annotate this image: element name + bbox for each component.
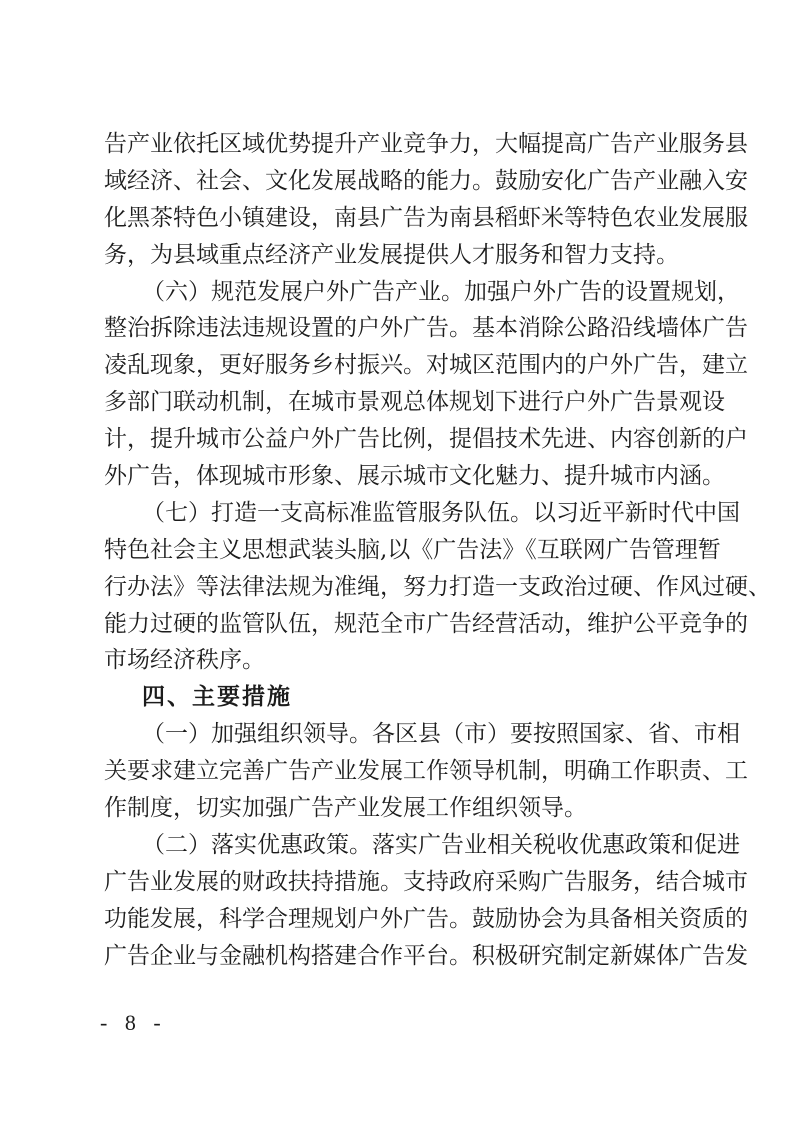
text-line: （二）落实优惠政策。落实广告业相关税收优惠政策和促进 — [142, 831, 740, 858]
text-line: 作制度，切实加强广告产业发展工作组织领导。 — [104, 795, 587, 822]
text-line: 行办法》等法律法规为准绳，努力打造一支政治过硬、作风过硬、 — [104, 573, 771, 600]
text-line: 告产业依托区域优势提升产业竞争力，大幅提高广告产业服务县 — [104, 131, 748, 157]
text-line: 广告业发展的财政扶持措施。支持政府采购广告服务，结合城市 — [104, 868, 748, 895]
page-number: - 8 - — [100, 1010, 167, 1035]
text-line: （一）加强组织领导。各区县（市）要按照国家、省、市相 — [142, 721, 740, 748]
section-heading: 四、主要措施 — [142, 684, 292, 711]
text-line: 务，为县域重点经济产业发展提供人才服务和智力支持。 — [104, 241, 679, 268]
text-line: 广告企业与金融机构搭建合作平台。积极研究制定新媒体广告发 — [104, 942, 748, 969]
text-line: 外广告，体现城市形象、展示城市文化魅力、提升城市内涵。 — [104, 463, 725, 490]
text-line: 特色社会主义思想武装头脑,以《广告法》《互联网广告管理暂 — [104, 536, 721, 563]
text-line: 市场经济秩序。 — [104, 647, 265, 674]
text-line: 化黑茶特色小镇建设，南县广告为南县稻虾米等特色农业发展服 — [104, 204, 748, 231]
text-line: 功能发展，科学合理规划户外广告。鼓励协会为具备相关资质的 — [104, 905, 748, 932]
text-line: （六）规范发展户外广告产业。加强户外广告的设置规划， — [142, 278, 740, 305]
text-line: （七）打造一支高标准监管服务队伍。以习近平新时代中国 — [142, 499, 740, 526]
text-line: 计，提升城市公益户外广告比例，提倡技术先进、内容创新的户 — [104, 426, 748, 453]
text-line: 关要求建立完善广告产业发展工作领导机制，明确工作职责、工 — [104, 758, 748, 785]
text-line: 能力过硬的监管队伍，规范全市广告经营活动，维护公平竞争的 — [104, 610, 748, 637]
text-line: 凌乱现象，更好服务乡村振兴。对城区范围内的户外广告，建立 — [104, 352, 748, 379]
document-body — [104, 126, 771, 974]
text-line: 整治拆除违法违规设置的户外广告。基本消除公路沿线墙体广告 — [104, 315, 748, 342]
text-line: 域经济、社会、文化发展战略的能力。鼓励安化广告产业融入安 — [104, 167, 748, 194]
text-line: 多部门联动机制，在城市景观总体规划下进行户外广告景观设 — [104, 389, 725, 416]
